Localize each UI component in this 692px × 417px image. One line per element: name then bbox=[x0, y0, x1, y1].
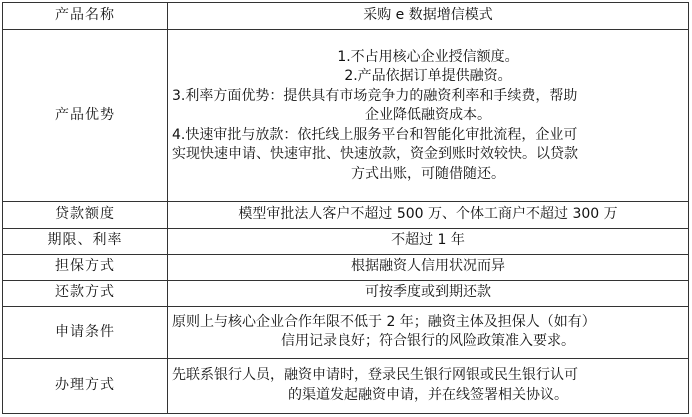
condition-line: 原则上与核心企业合作年限不低于 2 年；融资主体及担保人（如有） bbox=[172, 313, 596, 330]
row-label-product-name: 产品名称 bbox=[3, 3, 168, 30]
table-row bbox=[3, 358, 689, 413]
row-value-guarantee: 根据融资人信用状况而异 bbox=[168, 254, 689, 280]
row-value-procedure bbox=[168, 358, 689, 413]
advantage-line: 3.利率方面优势：提供具有市场竞争力的融资利率和手续费，帮助 bbox=[172, 87, 578, 104]
procedure-line: 先联系银行人员，融资申请时，登录民生银行网银或民生银行认可 bbox=[172, 367, 578, 384]
row-label-repayment: 还款方式 bbox=[3, 280, 168, 306]
row-label-guarantee: 担保方式 bbox=[3, 254, 168, 280]
row-value-repayment: 可按季度或到期还款 bbox=[168, 280, 689, 306]
advantage-line: 1.不占用核心企业授信额度。 bbox=[337, 48, 519, 65]
product-info-table bbox=[2, 2, 689, 414]
advantage-line: 方式出账，可随借随还。 bbox=[351, 165, 505, 182]
row-value-loan-amount: 模型审批法人客户不超过 500 万、个体工商户不超过 300 万 bbox=[168, 202, 689, 228]
row-label-procedure: 办理方式 bbox=[3, 358, 168, 413]
advantage-line: 2.产品依据订单提供融资。 bbox=[344, 68, 512, 85]
row-value-product-advantages bbox=[168, 30, 689, 202]
row-label-application-conditions: 申请条件 bbox=[3, 306, 168, 358]
row-label-loan-amount: 贷款额度 bbox=[3, 202, 168, 228]
advantage-line: 4.快速审批与放款：依托线上服务平台和智能化审批流程，企业可 bbox=[172, 126, 578, 143]
table-row bbox=[3, 3, 689, 30]
table-row bbox=[3, 30, 689, 202]
table-row bbox=[3, 254, 689, 280]
table-row bbox=[3, 228, 689, 254]
table-row bbox=[3, 202, 689, 228]
row-value-term-rate: 不超过 1 年 bbox=[168, 228, 689, 254]
condition-line: 信用记录良好；符合银行的风险政策准入要求。 bbox=[281, 333, 575, 350]
row-label-product-advantages: 产品优势 bbox=[3, 30, 168, 202]
procedure-line: 的渠道发起融资申请，并在线签署相关协议。 bbox=[288, 386, 568, 403]
row-label-term-rate: 期限、利率 bbox=[3, 228, 168, 254]
table-row bbox=[3, 280, 689, 306]
row-value-product-name: 采购 e 数据增信模式 bbox=[168, 3, 689, 30]
advantage-line: 企业降低融资成本。 bbox=[365, 107, 491, 124]
table-row bbox=[3, 306, 689, 358]
advantage-line: 实现快速申请、快速审批、快速放款，资金到账时效较快。以贷款 bbox=[172, 146, 578, 163]
row-value-application-conditions bbox=[168, 306, 689, 358]
